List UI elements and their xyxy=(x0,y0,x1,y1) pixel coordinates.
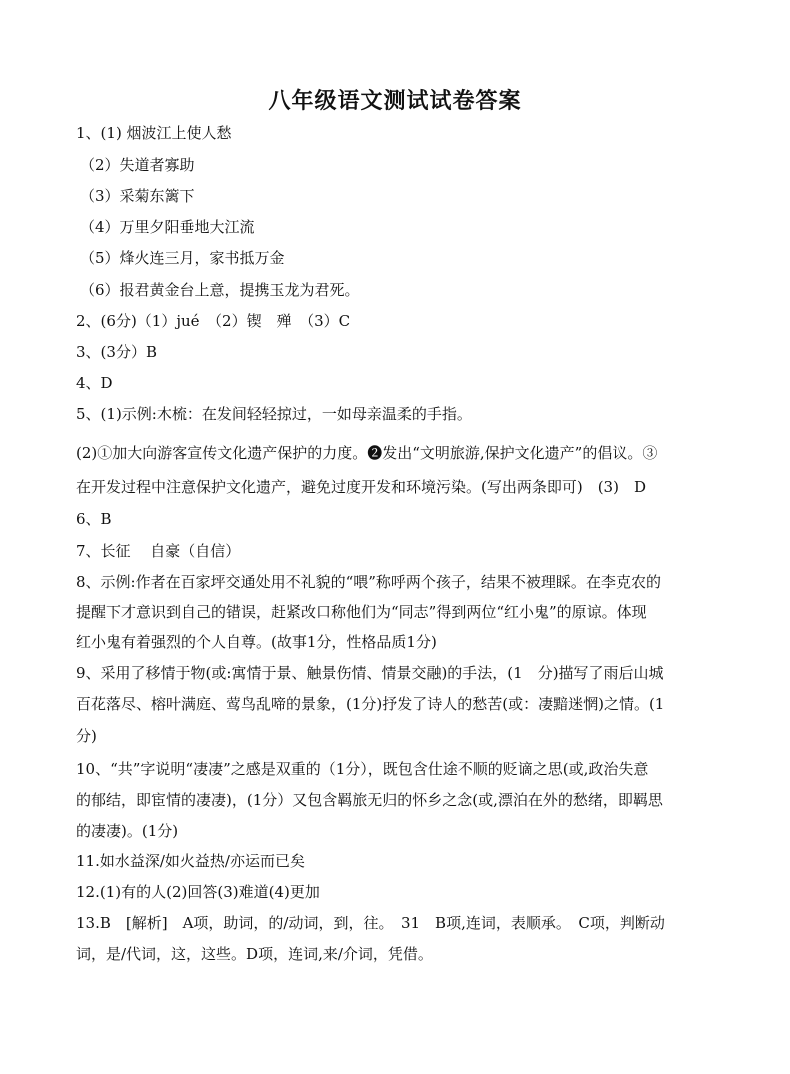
answer-1-5: （5）烽火连三月，家书抵万金 xyxy=(80,249,285,267)
answer-5-1: 5、(1)示例:木梳：在发间轻轻掠过，一如母亲温柔的手指。 xyxy=(76,405,472,423)
answer-8-line1: 8、示例:作者在百家坪交通处用不礼貌的“喂”称呼两个孩子，结果不被理睬。在李克农的 xyxy=(76,573,661,591)
answer-3: 3、(3分）B xyxy=(76,343,157,361)
answer-10-line2: 的郁结，即宦情的凄凄)，(1分）又包含羁旅无归的怀乡之念(或,漂泊在外的愁绪，即羁思 xyxy=(76,791,663,809)
answer-9-line3: 分) xyxy=(76,727,97,745)
answer-10-line3: 的凄凄)。(1分) xyxy=(76,822,179,840)
answer-1-6: （6）报君黄金台上意，提携玉龙为君死。 xyxy=(80,281,360,299)
answer-1-2: （2）失道者寡助 xyxy=(80,156,195,174)
answer-5-2-line1: (2)①加大向游客宣传文化遗产保护的力度。❷发出“文明旅游,保护文化遗产”的倡议。③ xyxy=(76,444,658,462)
answer-1-1: 1、(1) 烟波江上使人愁 xyxy=(76,124,232,142)
answer-9-line1: 9、采用了移情于物(或:寓情于景、触景伤情、情景交融)的手法，(1 分)描写了雨后山城 xyxy=(76,664,664,682)
answer-1-4: （4）万里夕阳垂地大江流 xyxy=(80,218,255,236)
answer-1-3: （3）采菊东篱下 xyxy=(80,187,195,205)
answer-8-line3: 红小鬼有着强烈的个人自尊。(故事1分，性格品质1分) xyxy=(76,633,437,651)
answer-13-line1: 13.B [解析] A项，助词，的/动词，到，往。 31 B项,连词，表顺承。 C项，判断动 xyxy=(76,914,665,932)
answer-6: 6、B xyxy=(76,510,112,528)
answer-13-line2: 词，是/代词，这，这些。D项，连词,来/介词，凭借。 xyxy=(76,945,433,963)
answer-7: 7、长征 自豪（自信） xyxy=(76,542,241,560)
page-title: 八年级语文测试试卷答案 xyxy=(268,89,522,114)
answer-10-line1: 10、“共”字说明“凄凄”之感是双重的（1分），既包含仕途不顺的贬谪之思(或,政治失意 xyxy=(76,760,649,778)
answer-5-2-line2: 在开发过程中注意保护文化遗产，避免过度开发和环境污染。(写出两条即可) (3) D xyxy=(76,478,646,496)
answer-9-line2: 百花落尽、榕叶满庭、莺鸟乱啼的景象，(1分)抒发了诗人的愁苦(或：凄黯迷惘)之情。(1 xyxy=(76,695,665,713)
answer-8-line2: 提醒下才意识到自己的错误，赶紧改口称他们为“同志”得到两位“红小鬼”的原谅。体现 xyxy=(76,603,647,621)
answer-4: 4、D xyxy=(76,374,113,392)
answer-12: 12.(1)有的人(2)回答(3)难道(4)更加 xyxy=(76,883,320,901)
answer-11: 11.如水益深/如火益热/亦运而已矣 xyxy=(76,852,305,870)
answer-2: 2、(6分)（1）jué （2）锲 殚 （3）C xyxy=(76,312,351,330)
